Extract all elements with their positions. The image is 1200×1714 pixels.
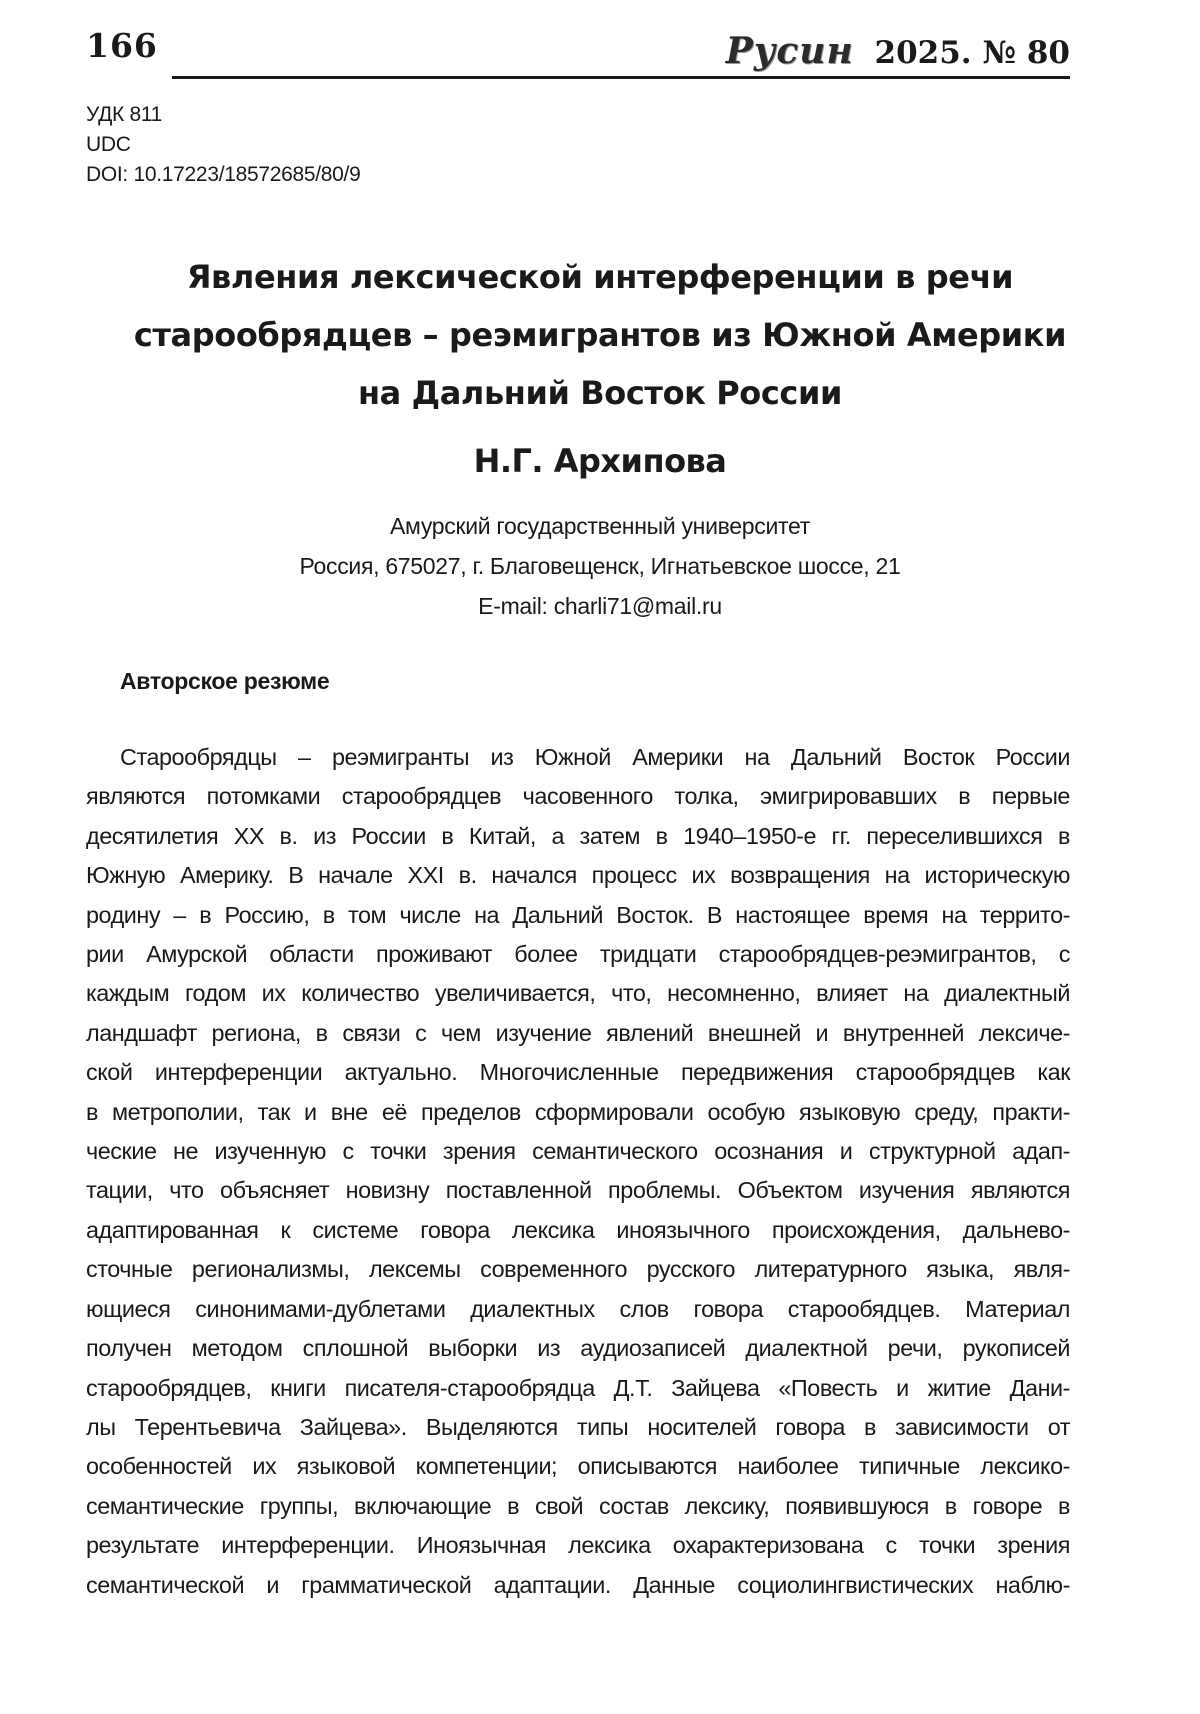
abstract-line: в метрополии, так и вне её пределов сформировали особую языковую среду, практи- <box>86 1098 1070 1125</box>
abstract-line: каждым годом их количество увеличивается, что, несомненно, влияет на диалектный <box>86 980 1070 1007</box>
address: Россия, 675027, г. Благовещенск, Игнатьевское шоссе, 21 <box>299 553 901 579</box>
abstract-heading: Авторское резюме <box>120 668 330 694</box>
abstract-line: старообрядцев, книги писателя-старообрядца Д.Т. Зайцева «Повесть и житие Дани- <box>86 1374 1070 1401</box>
author-name: Н.Г. Архипова <box>473 442 727 480</box>
abstract-line: десятилетия XX в. из России в Китай, а затем в 1940–1950-е гг. переселившихся в <box>86 822 1070 849</box>
abstract-line: результате интерференции. Иноязычная лексика охарактеризована с точки зрения <box>86 1532 1070 1559</box>
abstract-line: особенностей их языковой компетенции; описываются наиболее типичные лексико- <box>86 1453 1070 1480</box>
email: E-mail: charli71@mail.ru <box>478 593 722 619</box>
title-line: на Дальний Восток России <box>357 374 843 412</box>
author-affiliation <box>0 506 1200 626</box>
abstract-line: семантической и грамматической адаптации. Данные социолингвистических наблю- <box>86 1571 1070 1598</box>
abstract-line: Южную Америку. В начале XXI в. начался процесс их возвращения на историческую <box>86 862 1070 889</box>
abstract-line: ческие не изученную с точки зрения семантического осознания и структурной адап- <box>86 1138 1070 1165</box>
abstract-line: получен методом сплошной выборки из аудиозаписей диалектной речи, рукописей <box>86 1335 1070 1362</box>
university: Амурский государственный университет <box>390 513 810 539</box>
abstract-line: сточные регионализмы, лексемы современного русского литературного языка, явля- <box>86 1256 1070 1283</box>
abstract-line: являются потомками старообрядцев часовенного толка, эмигрировавших в первые <box>86 783 1070 810</box>
udc-code: UDC <box>86 133 131 156</box>
journal-issue: 2025. № 80 <box>874 35 1070 71</box>
abstract-line: рии Амурской области проживают более тридцати старообрядцев-реэмигрантов, с <box>86 941 1070 968</box>
abstract-line: ющиеся синонимами-дублетами диалектных слов говора старообядцев. Материал <box>86 1295 1070 1322</box>
abstract-line: ской интерференции актуально. Многочисленные передвижения старообрядцев как <box>86 1059 1070 1086</box>
page-number: 166 <box>86 26 158 65</box>
classification-block <box>86 100 360 190</box>
journal-logo: Русин <box>725 30 854 72</box>
article-title <box>60 248 1140 422</box>
running-header <box>726 30 1070 72</box>
abstract-line: тации, что объясняет новизну поставленной проблемы. Объектом изучения являются <box>86 1177 1070 1204</box>
header-rule <box>172 76 1070 79</box>
doi: DOI: 10.17223/18572685/80/9 <box>86 163 361 186</box>
abstract-body <box>86 738 1070 1605</box>
abstract-line: семантические группы, включающие в свой состав лексику, появившуюся в говоре в <box>86 1492 1070 1519</box>
abstract-line: родину – в Россию, в том числе на Дальний Восток. В настоящее время на террито- <box>86 901 1070 928</box>
title-line: старообрядцев – реэмигрантов из Южной Америки <box>133 316 1067 354</box>
abstract-line: адаптированная к системе говора лексика иноязычного происхождения, дальнево- <box>86 1216 1070 1243</box>
udk-code: УДК 811 <box>86 103 163 126</box>
abstract-line: лы Терентьевича Зайцева». Выделяются типы носителей говора в зависимости от <box>86 1413 1070 1440</box>
abstract-line: ландшафт региона, в связи с чем изучение явлений внешней и внутренней лексиче- <box>86 1019 1070 1046</box>
abstract-line: Старообрядцы – реэмигранты из Южной Америки на Дальний Восток России <box>120 744 1070 770</box>
title-line: Явления лексической интерференции в речи <box>186 258 1014 296</box>
